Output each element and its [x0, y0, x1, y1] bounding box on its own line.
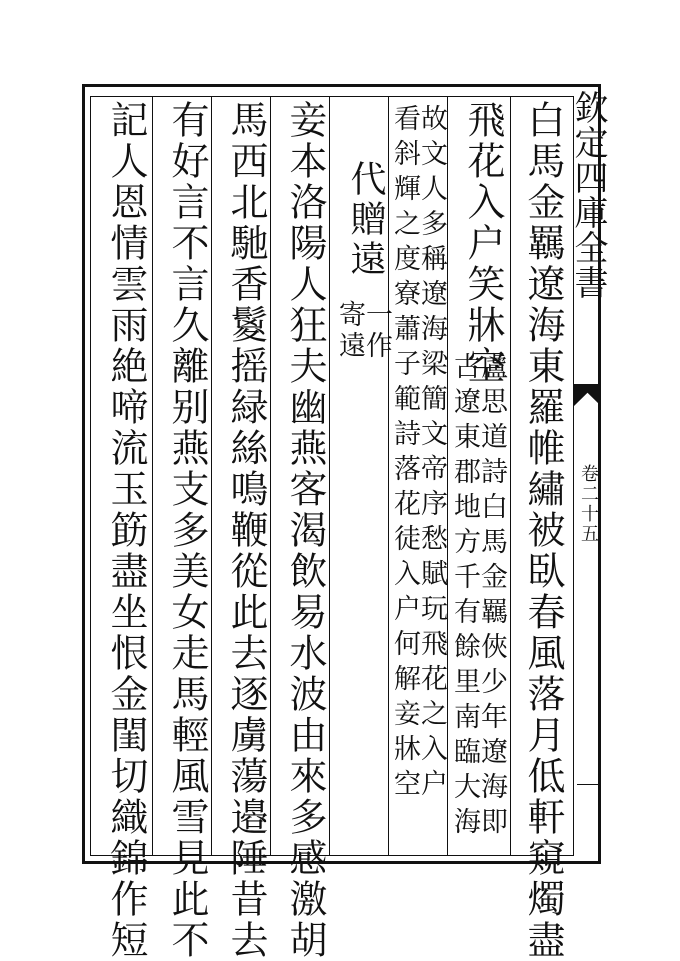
text-column: 白馬金羈遼海東羅帷繡被臥春風落月低軒窺燭盡 [521, 100, 565, 961]
poem-title: 代贈遠 [345, 160, 386, 280]
text-column: 記人恩情雲雨絶啼流玉筯盡坐恨金閨切織錦作短 [104, 100, 148, 961]
column-rule [211, 96, 212, 856]
title-note: 寄遠 [334, 300, 365, 362]
column-rule [270, 96, 271, 856]
column-rule [447, 96, 448, 856]
annotation-column: 古遼東郡地方千有餘里南臨大海 [449, 352, 480, 842]
column-rule [510, 96, 511, 856]
title-note: 一作 [361, 300, 392, 362]
fishtail-mark [574, 384, 601, 406]
volume-label: 卷二十五 [578, 464, 599, 544]
column-rule [329, 96, 330, 856]
annotation-column: 看斜輝之度寮蕭子範詩落花徒入户何解妾牀空 [389, 104, 420, 804]
text-column: 有好言不言久離别燕支多美女走馬輕風雪見此不 [165, 100, 209, 961]
margin-strip [568, 84, 608, 864]
margin-divider [577, 784, 598, 785]
column-rule [152, 96, 153, 856]
annotation-column: 盧思道詩白馬金羈俠少年遼海即 [476, 352, 507, 842]
text-column: 馬西北馳香鬉摇緑絲鳴鞭從此去逐虜蕩邉陲昔去 [224, 100, 268, 961]
text-column: 飛花入户笑牀空 [461, 100, 505, 387]
text-column: 妾本洛陽人狂夫幽燕客渴飲易水波由來多感激胡 [283, 100, 327, 961]
annotation-column: 故文人多稱遼海梁簡文帝序愁賦玩飛花之入户 [416, 104, 447, 804]
book-title: 欽定四庫全書 [568, 90, 608, 300]
